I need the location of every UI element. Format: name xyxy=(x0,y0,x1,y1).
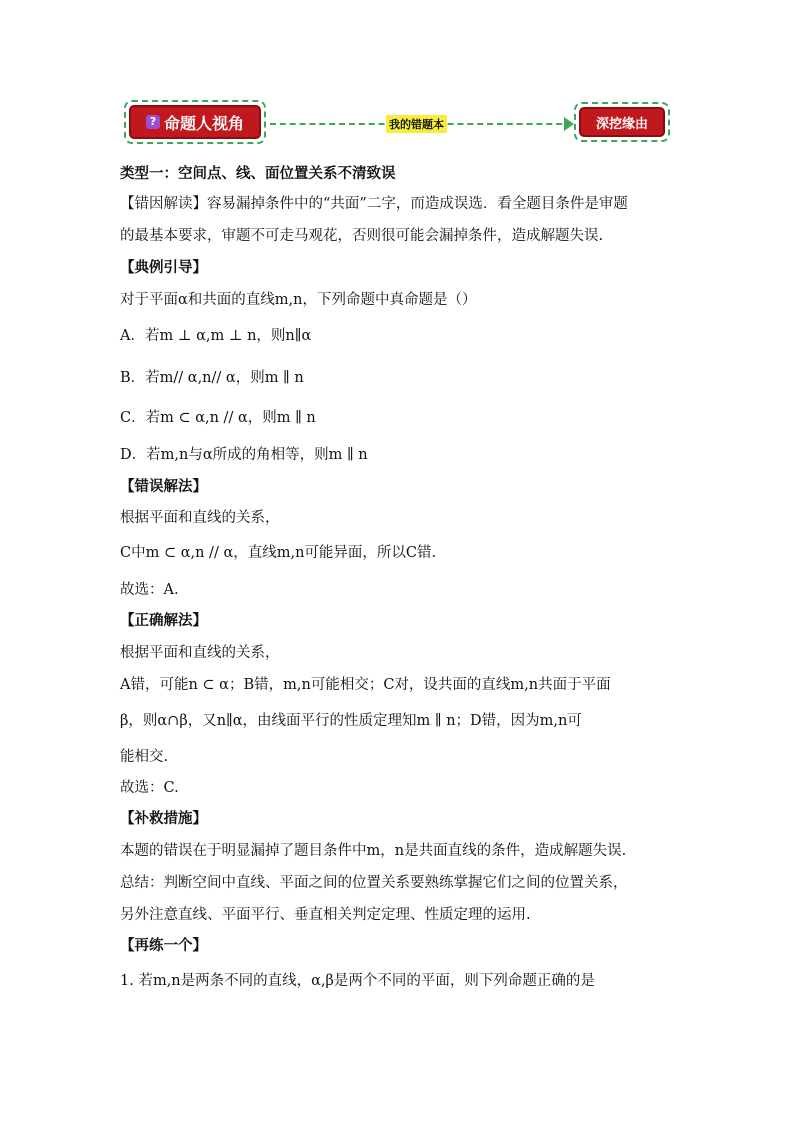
header-banner xyxy=(124,100,670,150)
correct-solution-heading: 【正确解法】 xyxy=(120,613,207,629)
example-heading: 【典例引导】 xyxy=(120,260,207,276)
summary-line-2: 另外注意直线、平面平行、垂直相关判定定理、性质定理的运用. xyxy=(120,907,531,923)
wrong-solution-heading: 【错误解法】 xyxy=(120,479,207,495)
option-b: B．若m// α,n// α，则m ∥ n xyxy=(120,370,304,386)
correct-solution-line-4: 能相交. xyxy=(120,749,169,765)
error-analysis-line-1: 【错因解读】容易漏掉条件中的“共面”二字，而造成误选．看全题目条件是审题 xyxy=(120,196,628,212)
correct-solution-answer: 故选：C. xyxy=(120,780,179,796)
setter-perspective-badge xyxy=(124,100,266,144)
arrow-head-icon xyxy=(564,117,574,131)
wrong-question-book-label: 我的错题本 xyxy=(386,115,447,133)
wrong-solution-line-2: C中m ⊂ α,n // α，直线m,n可能异面，所以C错. xyxy=(120,545,437,561)
correct-solution-line-1: 根据平面和直线的关系， xyxy=(120,645,280,661)
wrong-solution-line-1: 根据平面和直线的关系， xyxy=(120,510,280,526)
section-type-heading: 类型一：空间点、线、面位置关系不清致误 xyxy=(120,166,396,182)
dig-deep-badge xyxy=(574,102,670,142)
wrong-solution-answer: 故选：A. xyxy=(120,582,179,598)
option-d: D．若m,n与α所成的角相等，则m ∥ n xyxy=(120,447,368,463)
correct-solution-line-3: β，则α∩β，又n∥α，由线面平行的性质定理知m ∥ n；D错，因为m,n可 xyxy=(120,713,582,729)
question-stem: 对于平面α和共面的直线m,n，下列命题中真命题是（） xyxy=(120,292,477,308)
summary-line-1: 总结：判断空间中直线、平面之间的位置关系要熟练掌握它们之间的位置关系， xyxy=(120,875,628,891)
practice-heading: 【再练一个】 xyxy=(120,938,207,954)
option-a: A．若m ⊥ α,m ⊥ n，则n∥α xyxy=(120,328,312,344)
remedy-heading: 【补救措施】 xyxy=(120,811,207,827)
practice-question-1: 1. 若m,n是两条不同的直线，α,β是两个不同的平面，则下列命题正确的是 xyxy=(120,973,595,989)
correct-solution-line-2: A错，可能n ⊂ α；B错，m,n可能相交；C对，设共面的直线m,n共面于平面 xyxy=(120,677,611,693)
setter-perspective-label: 命题人视角 xyxy=(163,113,244,133)
question-mark-icon: ? xyxy=(146,115,160,129)
remedy-line-1: 本题的错误在于明显漏掉了题目条件中m，n是共面直线的条件，造成解题失误. xyxy=(120,843,627,859)
option-c: C．若m ⊂ α,n // α，则m ∥ n xyxy=(120,410,316,426)
error-analysis-line-2: 的最基本要求，审题不可走马观花，否则很可能会漏掉条件，造成解题失误. xyxy=(120,228,604,244)
dig-deep-label: 深挖缘由 xyxy=(595,116,648,132)
